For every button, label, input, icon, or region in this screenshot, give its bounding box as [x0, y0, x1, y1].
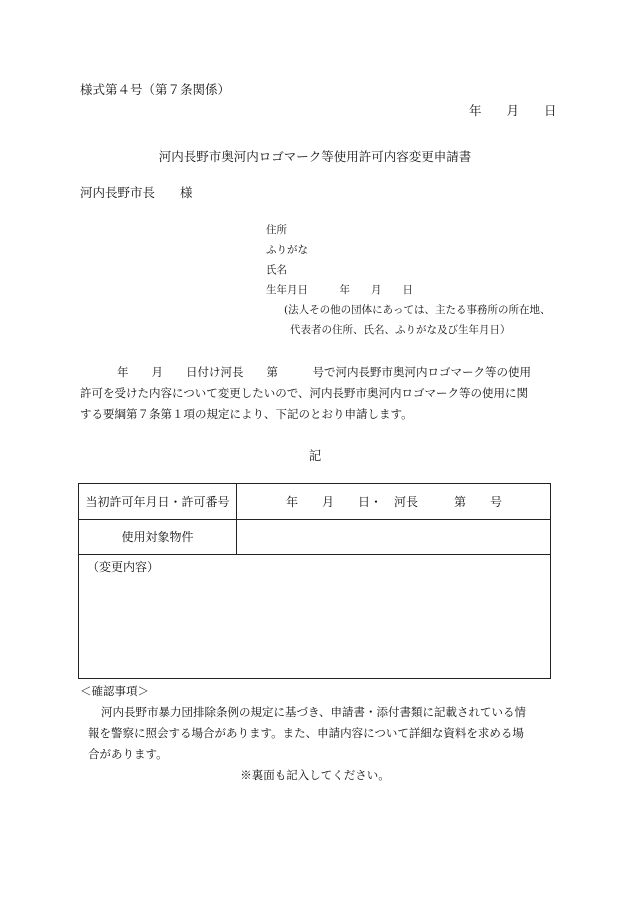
initial-permit-label: 当初許可年月日・許可番号	[85, 495, 230, 509]
corporate-note-line2: 代表者の住所、氏名、ふりがな及び生年月日）	[290, 324, 511, 336]
date-line: 年 月 日	[469, 103, 557, 118]
body-line-3: する要綱第７条第１項の規定により、下記のとおり申請します。	[80, 407, 413, 421]
change-content-field[interactable]	[79, 578, 550, 678]
address-label: 住所	[266, 224, 287, 236]
name-label: 氏名	[266, 264, 287, 276]
form-number: 様式第４号（第７条関係）	[80, 82, 231, 97]
target-property-field[interactable]	[237, 519, 551, 554]
footer-note: ※裏面も記入してください。	[240, 768, 390, 782]
change-content-label: （変更内容）	[87, 560, 160, 574]
body-line-2: 許可を受けた内容について変更したいので、河内長野市奥河内ロゴマーク等の使用に関	[80, 386, 529, 400]
initial-permit-value[interactable]: 年 月 日・ 河長 第 号	[285, 495, 502, 509]
addressee: 河内長野市長 様	[80, 185, 193, 200]
body-line-1: 年 月 日付け河長 第 号で河内長野市奥河内ロゴマーク等の使用	[117, 365, 531, 379]
corporate-note-line1: (法人その他の団体にあっては、主たる事務所の所在地、	[284, 304, 551, 316]
applicant-block	[266, 220, 551, 340]
confirmation-line-3: 合があります。	[88, 747, 168, 761]
furigana-label: ふりがな	[266, 244, 308, 256]
page-title: 河内長野市奥河内ロゴマーク等使用許可内容変更申請書	[158, 149, 472, 164]
birthdate-line: 生年月日 年 月 日	[266, 284, 413, 296]
target-property-label: 使用対象物件	[121, 530, 194, 544]
confirmation-line-2: 報を警察に照会する場合があります。また、申請内容について詳細な資料を求める場	[88, 726, 524, 740]
confirmation-heading: ＜確認事項＞	[80, 684, 149, 698]
ki-heading: 記	[308, 448, 322, 463]
application-table	[78, 483, 551, 679]
confirmation-line-1: 河内長野市暴力団排除条例の規定に基づき、申請書・添付書類に記載されている情	[101, 705, 527, 719]
